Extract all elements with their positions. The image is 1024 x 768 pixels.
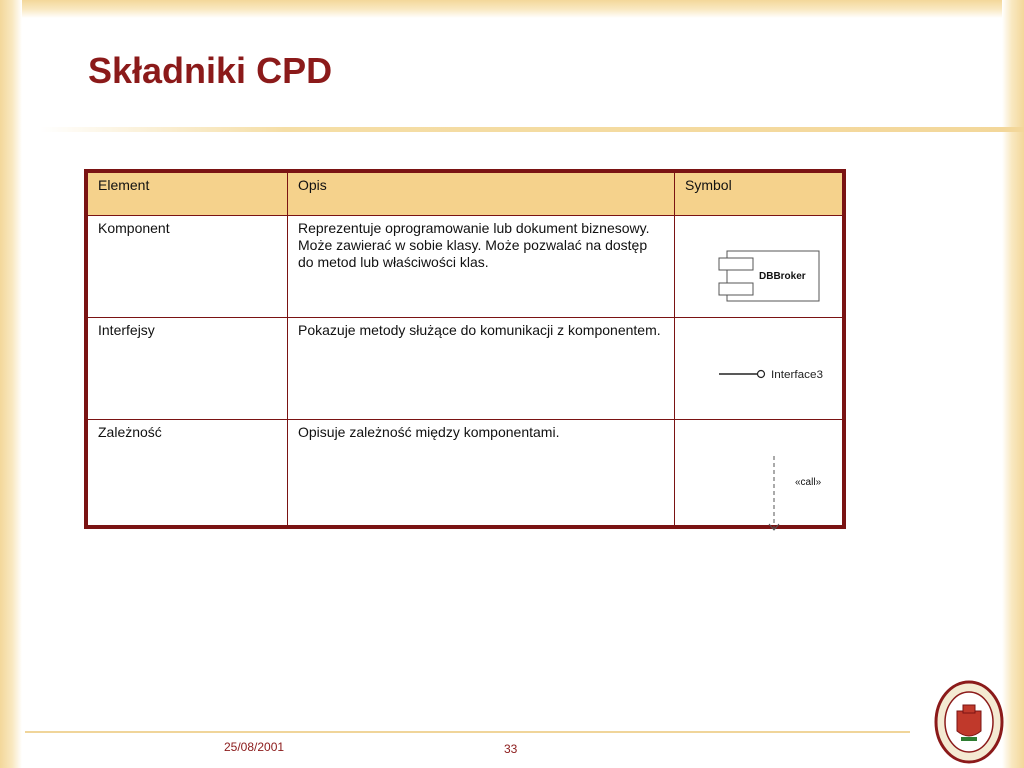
row-symbol bbox=[675, 216, 843, 318]
header-description: Opis bbox=[288, 173, 675, 216]
row-description: Reprezentuje oprogramowanie lub dokument biznesowy. Może zawierać w sobie klasy. Może pozwalać na dostęp do metod lub właściwości klas. bbox=[288, 216, 675, 318]
footer-divider bbox=[25, 731, 910, 733]
right-border-decoration bbox=[1002, 0, 1024, 768]
table-row bbox=[88, 318, 843, 420]
table-row bbox=[88, 420, 843, 526]
slide-title: Składniki CPD bbox=[88, 50, 333, 91]
header-element: Element bbox=[88, 173, 288, 216]
component-symbol-icon bbox=[675, 216, 885, 316]
table-row bbox=[88, 216, 843, 318]
components-table bbox=[84, 169, 846, 529]
row-symbol bbox=[675, 318, 843, 420]
footer-date: 25/08/2001 bbox=[224, 740, 285, 754]
table-header-row bbox=[88, 173, 843, 216]
row-description: Pokazuje metody służące do komunikacji z komponentem. bbox=[288, 318, 675, 420]
dependency-symbol-icon bbox=[675, 420, 885, 535]
component-name-label: DBBroker bbox=[759, 271, 806, 282]
title-divider bbox=[40, 127, 1024, 132]
interface-name-label: Interface3 bbox=[771, 369, 823, 381]
row-description: Opisuje zależność między komponentami. bbox=[288, 420, 675, 526]
header-symbol: Symbol bbox=[675, 173, 843, 216]
dependency-stereotype-label: «call» bbox=[795, 477, 822, 488]
top-border-decoration bbox=[0, 0, 1024, 18]
row-element: Komponent bbox=[88, 216, 288, 318]
row-element: Interfejsy bbox=[88, 318, 288, 420]
page-number: 33 bbox=[504, 742, 518, 756]
row-symbol bbox=[675, 420, 843, 526]
left-border-decoration bbox=[0, 0, 22, 768]
university-seal-logo bbox=[932, 679, 1006, 765]
interface-symbol-icon bbox=[675, 318, 885, 418]
row-element: Zależność bbox=[88, 420, 288, 526]
